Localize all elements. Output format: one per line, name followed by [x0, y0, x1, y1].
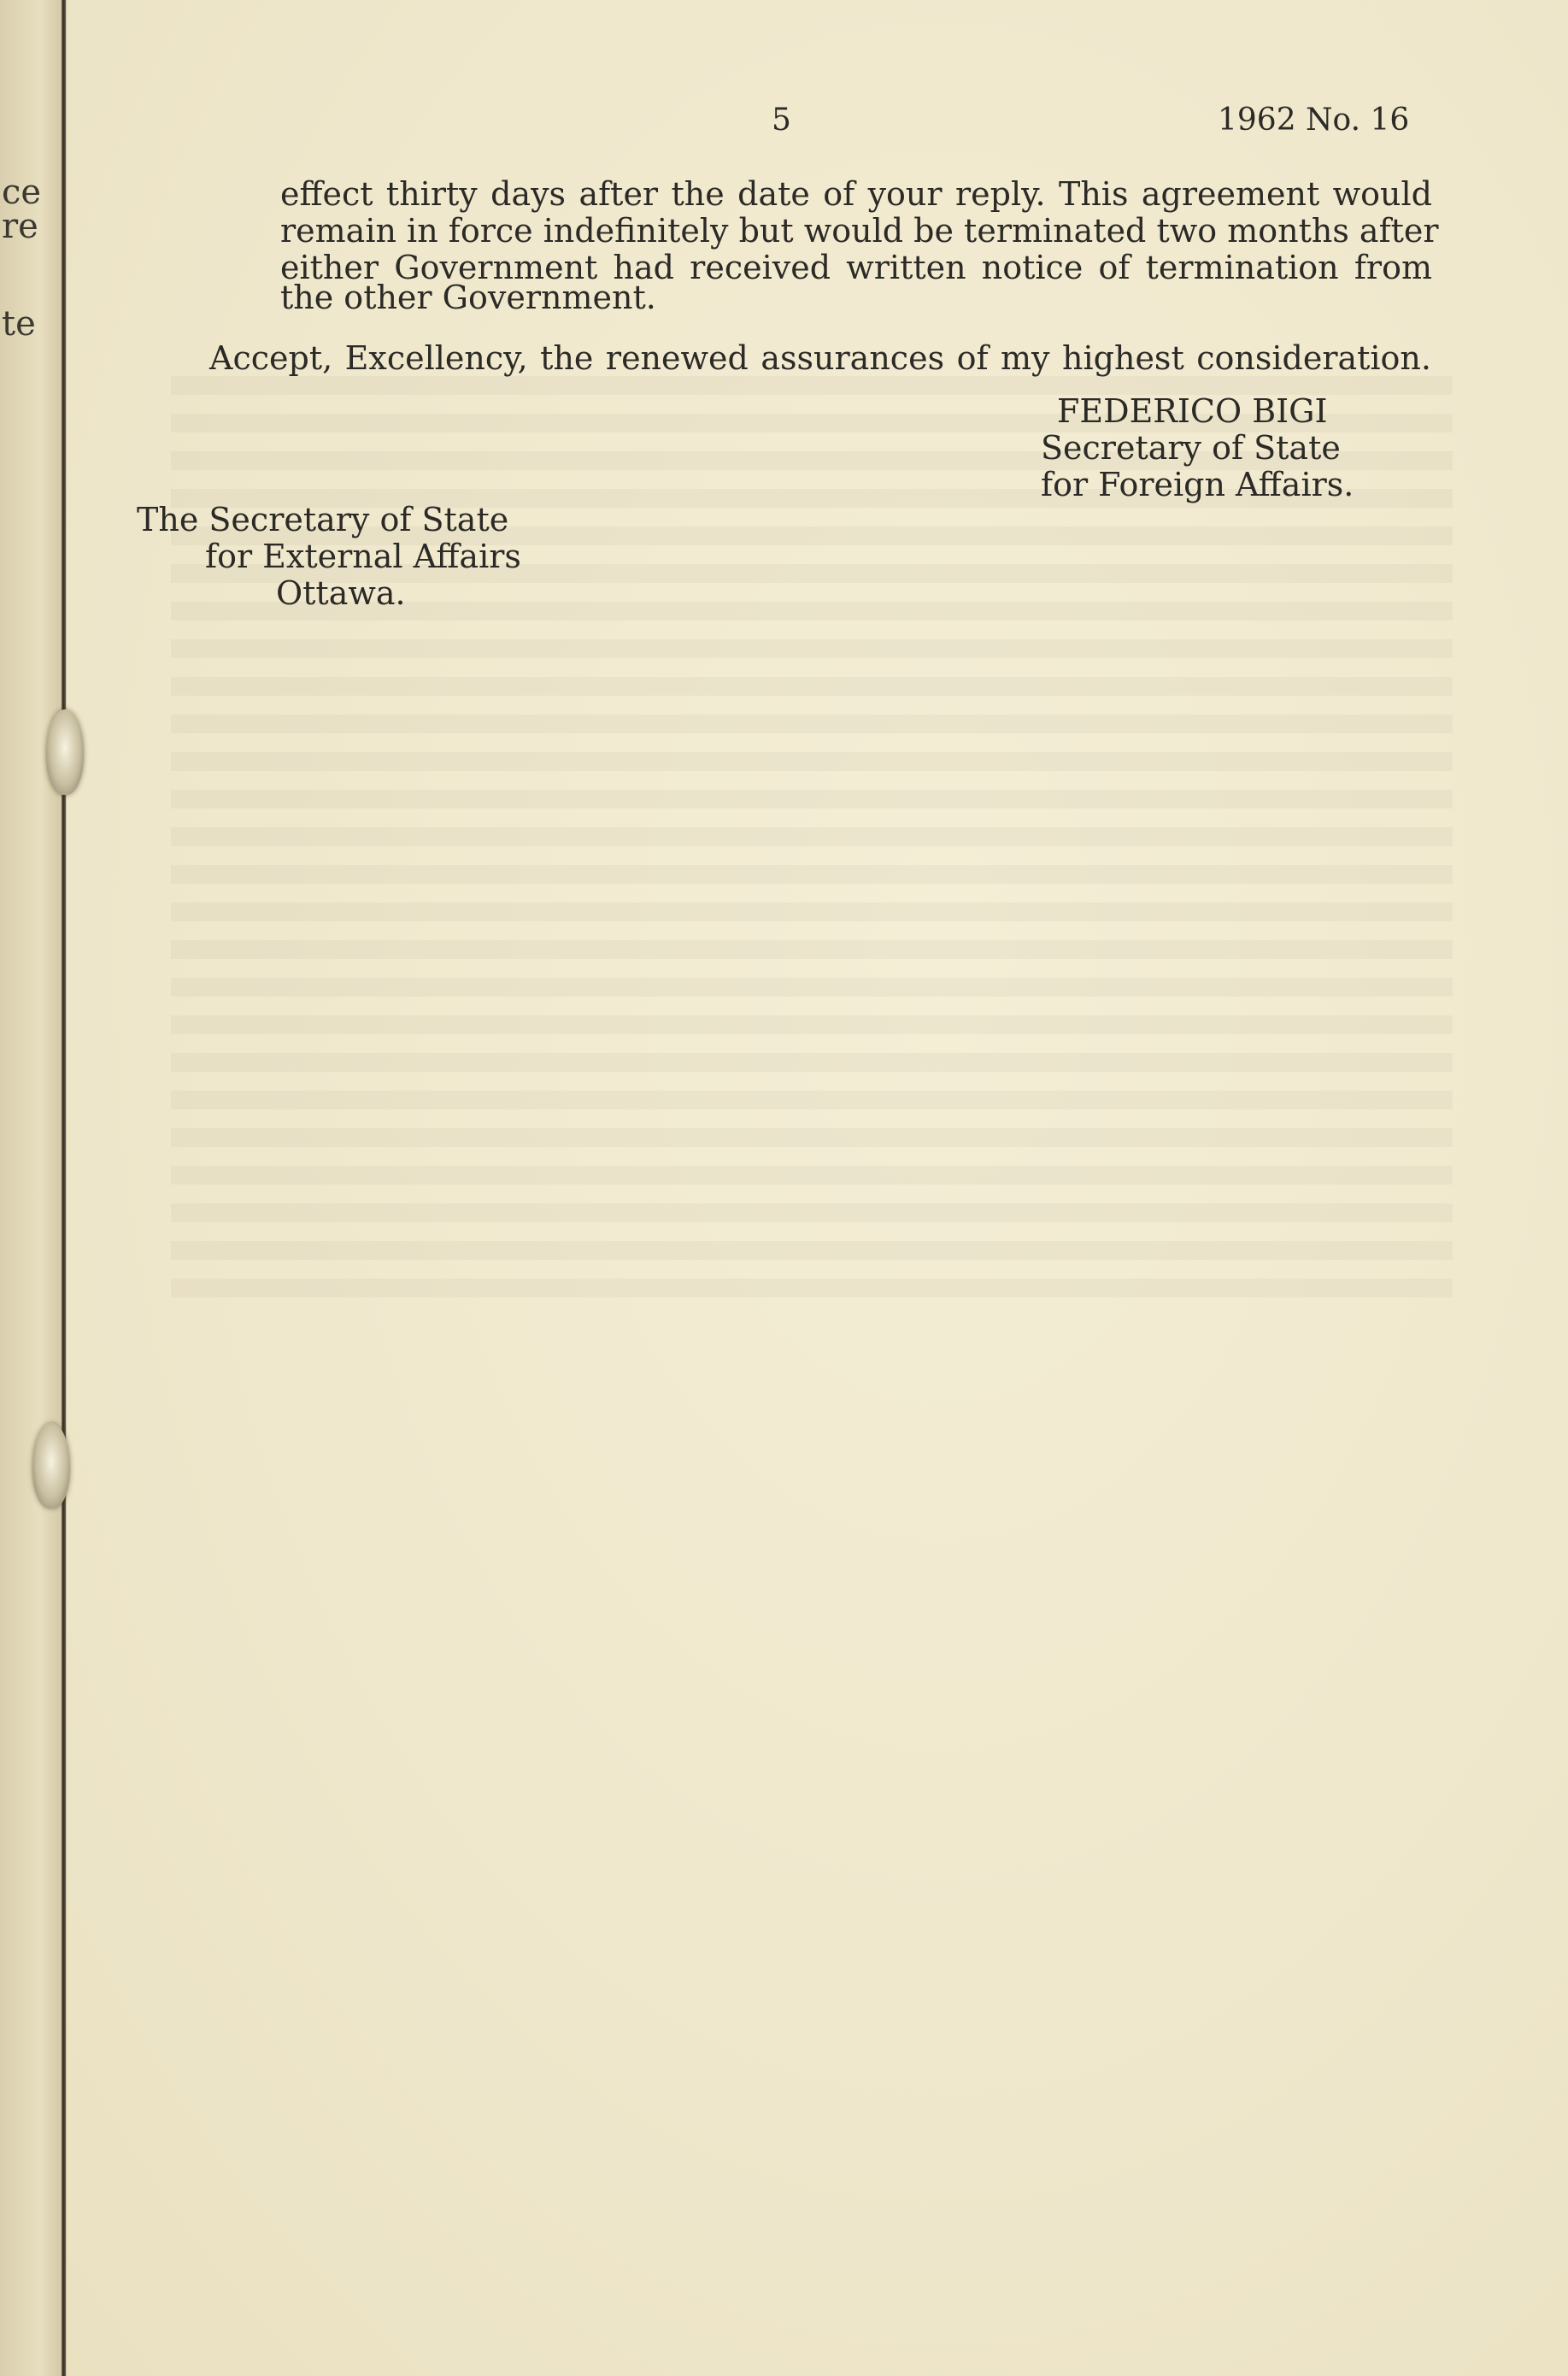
signatory-title-line-2: for Foreign Affairs. — [1041, 466, 1354, 503]
paragraph-line: either Government had received written notice of termination from — [280, 249, 1432, 286]
paragraph-line: effect thirty days after the date of your reply. This agreement would — [280, 175, 1432, 213]
paragraph-line-last: the other Government. — [280, 279, 656, 316]
adjacent-page-strip — [0, 0, 67, 2376]
adjacent-page-fragment-1: ce — [2, 173, 42, 212]
addressee-line-1: The Secretary of State — [137, 501, 509, 538]
signatory-name: FEDERICO BIGI — [1057, 392, 1328, 430]
binding-staple-bottom — [32, 1423, 70, 1509]
addressee-line-2: for External Affairs — [205, 538, 521, 575]
addressee-line-3: Ottawa. — [276, 574, 406, 612]
binding-staple-top — [46, 709, 84, 795]
adjacent-page-fragment-3: te — [2, 304, 36, 344]
treaty-series-number: 1962 No. 16 — [1218, 103, 1410, 138]
closing-formula: Accept, Excellency, the renewed assurances of my highest consideration. — [209, 339, 1431, 377]
page-number: 5 — [772, 103, 791, 138]
paragraph-line: remain in force indefinitely but would be terminated two months after — [280, 212, 1439, 250]
binding-gutter — [62, 0, 66, 2376]
signatory-title-line-1: Secretary of State — [1041, 429, 1341, 467]
adjacent-page-fragment-2: re — [2, 207, 38, 246]
